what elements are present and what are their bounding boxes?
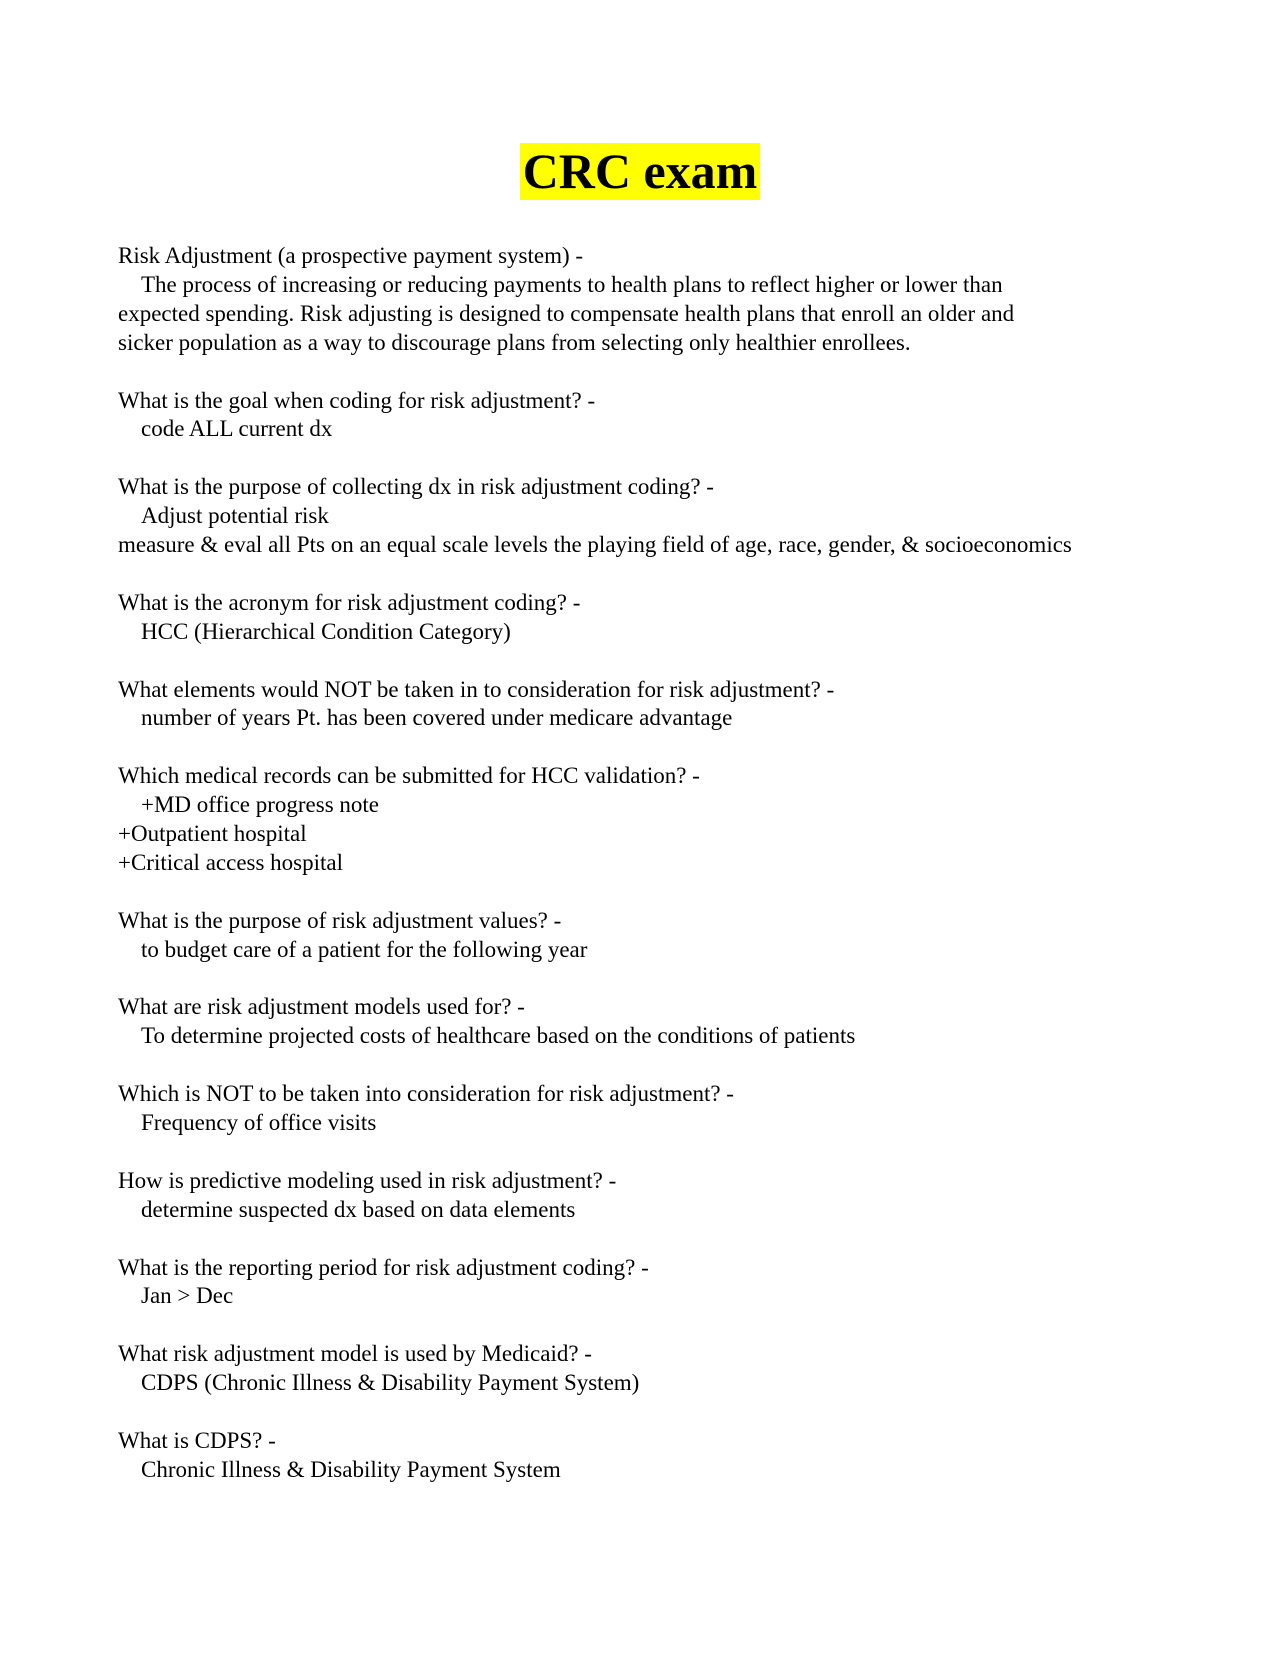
- flashcard-list: [118, 242, 1258, 1514]
- qa-item: [118, 242, 1258, 358]
- qa-item: [118, 473, 1258, 560]
- answer-text: CDPS (Chronic Illness & Disability Payment System): [118, 1370, 640, 1396]
- answer-text: HCC (Hierarchical Condition Category): [118, 618, 511, 644]
- answer-text: +MD office progress note +Outpatient hospital +Critical access hospital: [118, 792, 380, 875]
- answer-text: determine suspected dx based on data elements: [118, 1196, 576, 1222]
- qa-item: [118, 762, 1258, 878]
- title-container: [0, 143, 1280, 200]
- question-text: What is the purpose of collecting dx in risk adjustment coding? -: [118, 474, 714, 500]
- question-text: How is predictive modeling used in risk adjustment? -: [118, 1167, 617, 1193]
- question-text: Risk Adjustment (a prospective payment system) -: [118, 243, 584, 268]
- answer-text: code ALL current dx: [118, 416, 333, 442]
- question-text: What is the purpose of risk adjustment values? -: [118, 907, 562, 933]
- qa-item: [118, 1340, 1258, 1398]
- answer-text: The process of increasing or reducing payments to health plans to reflect higher or lower than expected spending. Risk adjusting is designed to compensate health plans that enroll an older and sicker population as a way to discourage plans from selecting only healthier enrollees.: [118, 271, 1015, 355]
- question-text: Which medical records can be submitted for HCC validation? -: [118, 763, 700, 789]
- qa-item: [118, 1254, 1258, 1312]
- qa-item: [118, 589, 1258, 647]
- answer-text: To determine projected costs of healthcare based on the conditions of patients: [118, 1023, 856, 1049]
- qa-item: [118, 907, 1258, 965]
- question-text: What elements would NOT be taken in to consideration for risk adjustment? -: [118, 676, 835, 702]
- qa-item: [118, 676, 1258, 734]
- qa-item: [118, 1080, 1258, 1138]
- document-title: CRC exam: [520, 143, 761, 200]
- question-text: What are risk adjustment models used for? -: [118, 994, 525, 1020]
- qa-item: [118, 1167, 1258, 1225]
- qa-item: [118, 1427, 1258, 1485]
- question-text: What is the reporting period for risk adjustment coding? -: [118, 1254, 649, 1280]
- answer-text: Frequency of office visits: [118, 1110, 377, 1136]
- question-text: What is CDPS? -: [118, 1427, 276, 1453]
- answer-text: Chronic Illness & Disability Payment System: [118, 1456, 561, 1482]
- answer-text: number of years Pt. has been covered under medicare advantage: [118, 705, 733, 731]
- qa-item: [118, 387, 1258, 445]
- qa-item: [118, 993, 1258, 1051]
- question-text: Which is NOT to be taken into consideration for risk adjustment? -: [118, 1081, 734, 1107]
- question-text: What risk adjustment model is used by Medicaid? -: [118, 1341, 592, 1367]
- answer-text: to budget care of a patient for the following year: [118, 936, 588, 962]
- question-text: What is the goal when coding for risk adjustment? -: [118, 387, 596, 413]
- answer-text: Jan > Dec: [118, 1283, 234, 1309]
- answer-text: Adjust potential risk measure & eval all Pts on an equal scale levels the playing field of age, race, gender, & socioeconomics: [118, 503, 1072, 558]
- question-text: What is the acronym for risk adjustment coding? -: [118, 589, 581, 615]
